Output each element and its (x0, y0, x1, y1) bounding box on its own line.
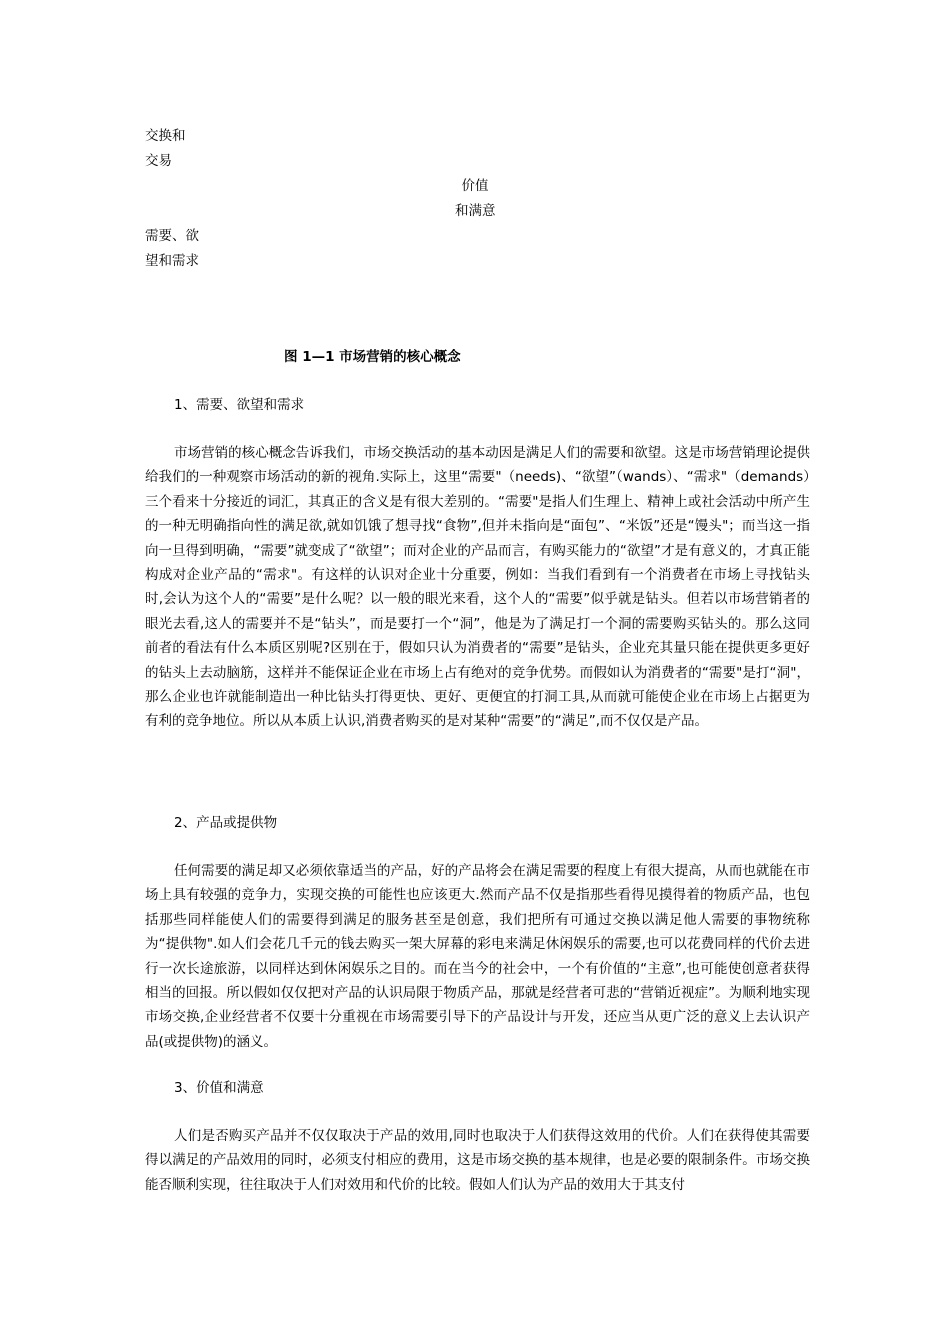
diagram-label-value (455, 174, 495, 224)
diagram-label-needs-line2: 望和需求 (145, 253, 199, 269)
diagram-label-exchange-line1: 交换和 (145, 128, 186, 144)
section-paragraph-value: 人们是否购买产品并不仅仅取决于产品的效用,同时也取决于人们获得这效用的代价。人们在获得使其需要得以满足的产品效用的同时，必须支付相应的费用，这是市场交换的基本规律，也是必要的限制条件。市场交换能否顺利实现，往往取决于人们对效用和代价的比较。假如人们认为产品的效用大于其支付 (145, 1128, 810, 1193)
figure-caption: 图 1—1 市场营销的核心概念 (284, 349, 461, 365)
section-paragraph-needs: 市场营销的核心概念告诉我们，市场交换活动的基本动因是满足人们的需要和欲望。这是市场营销理论提供给我们的一种观察市场活动的新的视角.实际上，这里“需要"（needs)、“欲望”（wands）、“需求"（demands）三个看来十分接近的词汇，其真正的含义是有很大差别的。“需要"是指人们生理上、精神上或社会活动中所产生的一种无明确指向性的满足欲,就如饥饿了想寻找“食物”,但并未指向是“面包”、“米饭”还是“馒头"；而当这一指向一旦得到明确，“需要”就变成了“欲望”；而对企业的产品而言，有购买能力的“欲望”才是有意义的，才真正能构成对企业产品的“需求"。有这样的认识对企业十分重要，例如：当我们看到有一个消费者在市场上寻找钻头时,会认为这个人的“需要”是什么呢？以一般的眼光来看，这个人的“需要”似乎就是钻头。但若以市场营销者的眼光去看,这人的需要并不是“钻头”，而是要打一个“洞”，他是为了满足打一个洞的需要购买钻头的。那么这同前者的看法有什么本质区别呢?区别在于，假如只认为消费者的“需要”是钻头，企业充其量只能在提供更多更好的钻头上去动脑筋，这样并不能保证企业在市场上占有绝对的竞争优势。而假如认为消费者的“需要"是打“洞"，那么企业也许就能制造出一种比钻头打得更快、更好、更便宜的打洞工具,从而就可能使企业在市场上占据更为有利的竞争地位。所以从本质上认识,消费者购买的是对某种“需要”的“满足”,而不仅仅是产品。 (145, 445, 810, 730)
diagram-label-value-line2: 和满意 (455, 203, 496, 219)
section-heading-needs: 1、需要、欲望和需求 (174, 397, 305, 413)
diagram-label-value-line1: 价值 (461, 178, 489, 194)
diagram-label-exchange (145, 124, 186, 174)
diagram-label-needs-line1: 需要、欲 (145, 228, 199, 244)
section-heading-value: 3、价值和满意 (174, 1080, 264, 1096)
section-heading-product: 2、产品或提供物 (174, 815, 278, 831)
diagram-label-needs (145, 224, 199, 274)
section-paragraph-product: 任何需要的满足却又必须依靠适当的产品，好的产品将会在满足需要的程度上有很大提高，从而也就能在市场上具有较强的竞争力，实现交换的可能性也应该更大.然而产品不仅是指那些看得见摸得着的物质产品，也包括那些同样能使人们的需要得到满足的服务甚至是创意，我们把所有可通过交换以满足他人需要的事物统称为“提供物".如人们会花几千元的钱去购买一架大屏幕的彩电来满足休闲娱乐的需要,也可以花费同样的代价去进行一次长途旅游，以同样达到休闲娱乐之目的。而在当今的社会中，一个有价值的“主意”,也可能使创意者获得相当的回报。所以假如仅仅把对产品的认识局限于物质产品，那就是经营者可悲的“营销近视症”。为顺利地实现市场交换,企业经营者不仅要十分重视在市场需要引导下的产品设计与开发，还应当从更广泛的意义上去认识产品(或提供物)的涵义。 (145, 863, 810, 1050)
diagram-label-exchange-line2: 交易 (145, 153, 172, 169)
